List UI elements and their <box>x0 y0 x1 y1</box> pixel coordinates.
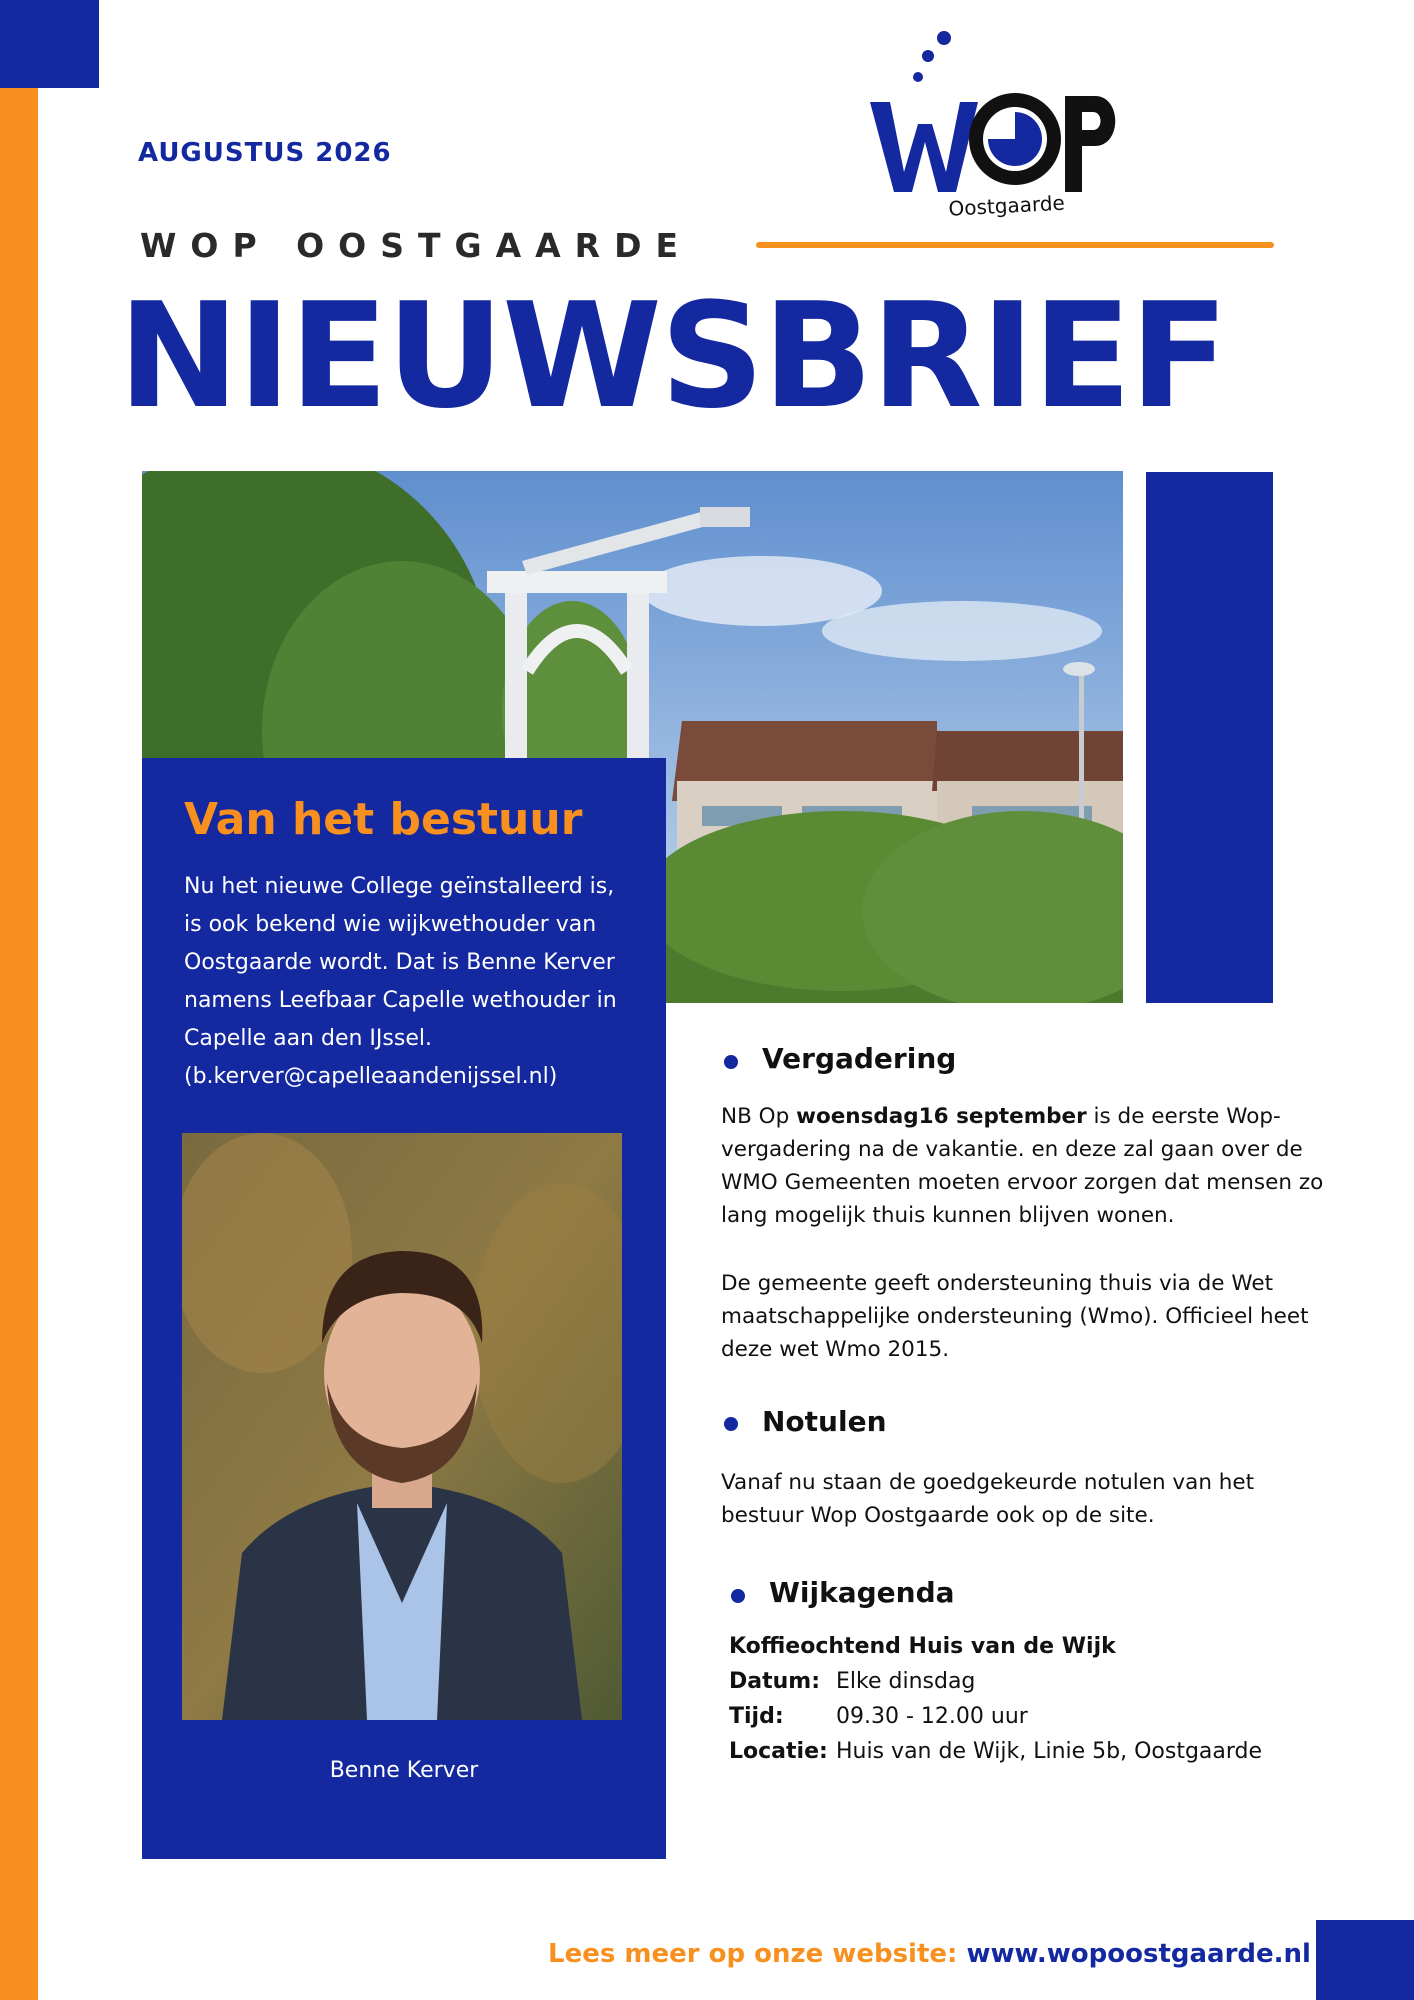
page-title: NIEUWSBRIEF <box>118 272 1227 441</box>
issue-date: AUGUSTUS 2026 <box>138 138 392 168</box>
agenda-row-datum: Datum: Elke dinsdag <box>729 1669 976 1694</box>
portrait-caption: Benne Kerver <box>329 1758 479 1783</box>
bestuur-body: Nu het nieuwe College geïnstalleerd is, is ook bekend wie wijkwethouder van Oostgaarde wordt. Dat is Benne Kerver namens Leefbaar Capelle wethouder in Capelle aan den IJssel. (b.kerver@capelleaandenijssel.nl) <box>184 874 617 1089</box>
wijkagenda-heading: Wijkagenda <box>769 1576 955 1609</box>
bottom-blue-block <box>1316 1920 1414 2000</box>
website-link[interactable]: www.wopoostgaarde.nl <box>966 1939 1311 1969</box>
side-blue-bar <box>1146 472 1273 1003</box>
notulen-paragraph: Vanaf nu staan de goedgekeurde notulen van het bestuur Wop Oostgaarde ook op de site. <box>721 1470 1255 1528</box>
footer-website: Lees meer op onze website: www.wopoostgaarde.nl <box>548 1939 1311 1969</box>
agenda-row-locatie: Locatie: Huis van de Wijk, Linie 5b, Oostgaarde <box>729 1739 1263 1764</box>
vergadering-paragraph-1: NB Op woensdag16 september is de eerste Wop-vergadering na de vakantie. en deze zal gaan over de WMO Gemeenten moeten ervoor zorgen dat mensen zo lang mogelijk thuis kunnen blijven wonen. <box>721 1104 1324 1228</box>
agenda-event-title: Koffieochtend Huis van de Wijk <box>729 1634 1116 1659</box>
vergadering-paragraph-2: De gemeente geeft ondersteuning thuis via de Wet maatschappelijke ondersteuning (Wmo). Officieel heet deze wet Wmo 2015. <box>721 1271 1309 1362</box>
left-orange-bar <box>0 0 38 2000</box>
portrait-photo <box>182 1133 622 1720</box>
agenda-row-tijd: Tijd: 09.30 - 12.00 uur <box>729 1704 1028 1729</box>
notulen-heading: Notulen <box>762 1405 887 1438</box>
bestuur-panel <box>142 758 666 1859</box>
bullet-icon <box>724 1055 738 1069</box>
logo-subtitle: Oostgaarde <box>947 190 1066 221</box>
bullet-icon <box>724 1417 738 1431</box>
bestuur-title: Van het bestuur <box>184 794 583 845</box>
orange-divider <box>756 242 1274 248</box>
top-blue-block <box>0 0 99 88</box>
organization-name: WOP OOSTGAARDE <box>140 226 693 265</box>
wop-logo <box>860 24 1130 224</box>
bullet-icon <box>731 1589 745 1603</box>
vergadering-heading: Vergadering <box>762 1042 957 1075</box>
